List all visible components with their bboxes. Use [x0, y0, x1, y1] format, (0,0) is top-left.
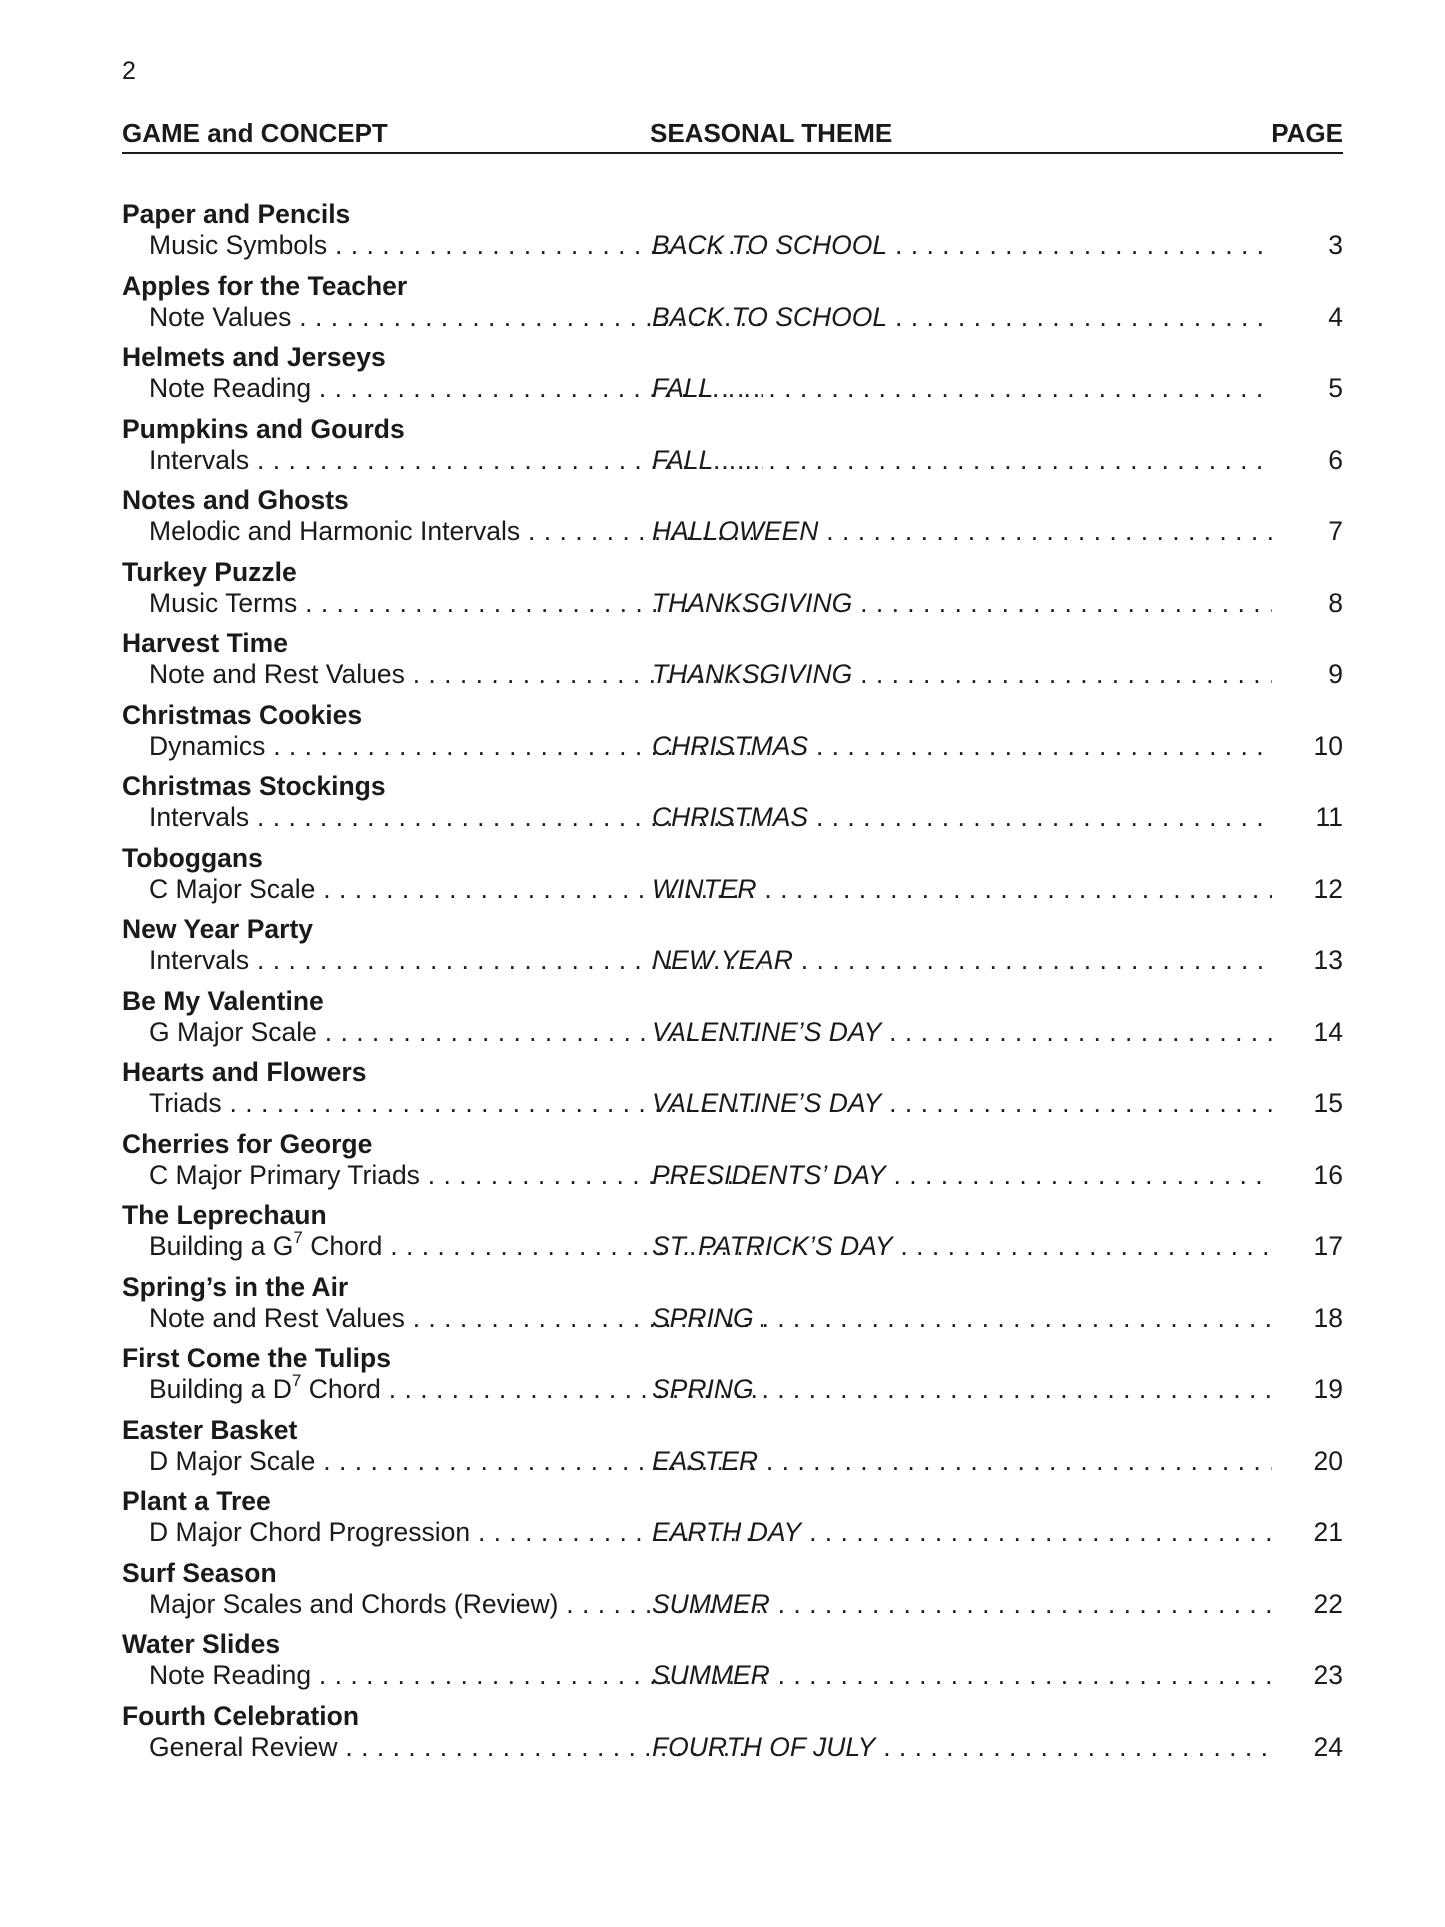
seasonal-theme: EARTH DAY: [652, 1517, 802, 1547]
game-title: The Leprechaun: [122, 1200, 327, 1230]
toc-line: [122, 1159, 1343, 1191]
concept-label: [149, 1660, 311, 1690]
concept-label: [149, 516, 520, 546]
concept-label: [149, 1231, 382, 1261]
theme-leader: [652, 1588, 1272, 1620]
game-title: Christmas Cookies: [122, 699, 363, 730]
game-title: Pumpkins and Gourds: [122, 413, 405, 444]
table-of-contents: [122, 198, 1343, 1771]
theme-leader: [652, 873, 1272, 905]
concept-text: Building a D: [149, 1374, 292, 1404]
toc-entry: [122, 1557, 1343, 1629]
chord-superscript: 7: [293, 1230, 303, 1248]
seasonal-theme: VALENTINE’S DAY: [652, 1016, 882, 1047]
toc-line: [122, 1516, 1343, 1548]
concept-label: [149, 230, 327, 260]
toc-line: [122, 1588, 1343, 1620]
page-ref: 17: [1310, 1230, 1343, 1262]
seasonal-theme: FALL: [652, 444, 714, 475]
seasonal-theme: SPRING: [652, 1302, 754, 1333]
concept-text: General Review: [149, 1731, 338, 1762]
concept-text: C Major Scale: [149, 873, 316, 904]
page-ref: 12: [1310, 873, 1343, 905]
theme-leader: [652, 730, 1272, 762]
toc-entry: [122, 1128, 1343, 1200]
toc-line: [122, 515, 1343, 547]
toc-entry: [122, 198, 1343, 270]
toc-line: [122, 658, 1343, 690]
page-ref: 16: [1310, 1159, 1343, 1191]
seasonal-theme: WINTER: [652, 873, 757, 904]
toc-header: [122, 118, 1343, 154]
game-title: Fourth Celebration: [122, 1700, 360, 1731]
seasonal-theme: HALLOWEEN: [652, 516, 819, 546]
seasonal-theme: BACK TO SCHOOL: [652, 301, 888, 332]
toc-line: [122, 1659, 1343, 1691]
toc-entry: [122, 1700, 1343, 1772]
page-ref: 4: [1324, 301, 1343, 333]
toc-entry: [122, 1342, 1343, 1414]
toc-entry: [122, 484, 1343, 556]
concept-label: [149, 659, 405, 689]
seasonal-theme: SUMMER: [652, 1660, 770, 1690]
page-ref: 3: [1324, 229, 1343, 261]
game-title: Spring’s in the Air: [122, 1271, 349, 1302]
page-ref: 22: [1310, 1588, 1343, 1620]
concept-label: [149, 945, 249, 975]
toc-entry: [122, 1271, 1343, 1343]
toc-entry: [122, 1199, 1343, 1271]
concept-text: Melodic and Harmonic Intervals: [149, 516, 521, 546]
game-title: Surf Season: [122, 1557, 277, 1588]
header-game-concept: GAME and CONCEPT: [122, 118, 388, 148]
concept-text: C Major Primary Triads: [149, 1159, 420, 1190]
concept-text: Note and Rest Values: [149, 1302, 405, 1333]
toc-entry: [122, 627, 1343, 699]
page-ref: 6: [1324, 444, 1343, 476]
page-ref: 8: [1324, 587, 1343, 619]
concept-text: Music Terms: [149, 587, 298, 618]
theme-leader: [652, 587, 1272, 619]
game-title: New Year Party: [122, 914, 314, 944]
game-title: Water Slides: [122, 1629, 281, 1659]
toc-entry: [122, 270, 1343, 342]
page-ref: 20: [1310, 1445, 1343, 1477]
page-ref: 21: [1310, 1516, 1343, 1548]
concept-label: [149, 731, 265, 761]
game-title: Easter Basket: [122, 1414, 298, 1445]
concept-label: [149, 1446, 315, 1476]
concept-text: Dynamics: [149, 730, 266, 761]
toc-entry: [122, 341, 1343, 413]
toc-line: [122, 1731, 1343, 1763]
concept-text: Intervals: [149, 945, 250, 975]
concept-label: [149, 1160, 420, 1190]
chord-superscript: 7: [291, 1373, 302, 1391]
toc-line: [122, 301, 1343, 333]
concept-suffix: Chord: [301, 1374, 381, 1404]
concept-label: [149, 1017, 317, 1047]
seasonal-theme: CHRISTMAS: [652, 802, 809, 832]
page-ref: 23: [1310, 1659, 1343, 1691]
seasonal-theme: CHRISTMAS: [652, 730, 809, 761]
concept-text: Triads: [149, 1088, 222, 1118]
theme-leader: [652, 1731, 1272, 1763]
toc-entry: [122, 985, 1343, 1057]
concept-suffix: Chord: [302, 1231, 383, 1261]
theme-leader: [652, 515, 1272, 547]
game-title: Harvest Time: [122, 628, 288, 658]
game-title: Paper and Pencils: [122, 199, 351, 229]
page-ref: 19: [1310, 1373, 1343, 1405]
toc-line: [122, 372, 1343, 404]
toc-line: [122, 587, 1343, 619]
game-title: Toboggans: [122, 842, 263, 873]
page-ref: 10: [1310, 730, 1343, 762]
toc-line: [122, 1230, 1343, 1262]
toc-line: [122, 801, 1343, 833]
header-seasonal-theme: SEASONAL THEME: [650, 118, 893, 148]
theme-leader: [652, 301, 1272, 333]
theme-leader: [652, 1230, 1272, 1262]
toc-line: [122, 873, 1343, 905]
page-ref: 14: [1310, 1016, 1343, 1048]
concept-label: [149, 1732, 338, 1762]
concept-text: Note Reading: [149, 373, 312, 403]
seasonal-theme: THANKSGIVING: [652, 659, 853, 689]
seasonal-theme: THANKSGIVING: [652, 587, 853, 618]
seasonal-theme: NEW YEAR: [652, 945, 793, 975]
concept-label: [149, 445, 249, 475]
page-ref: 18: [1310, 1302, 1343, 1334]
page-ref: 9: [1324, 658, 1343, 690]
theme-leader: [652, 372, 1272, 404]
page-ref: 5: [1324, 372, 1343, 404]
theme-leader: [652, 1159, 1272, 1191]
toc-entry: [122, 699, 1343, 771]
concept-label: [149, 1088, 222, 1118]
toc-line: [122, 1016, 1343, 1048]
concept-text: Note Values: [149, 301, 292, 332]
toc-line: [122, 1087, 1343, 1119]
seasonal-theme: SPRING: [652, 1374, 754, 1404]
seasonal-theme: EASTER: [652, 1445, 759, 1476]
concept-label: [149, 1303, 405, 1333]
game-title: Notes and Ghosts: [122, 485, 349, 515]
game-title: Helmets and Jerseys: [122, 342, 386, 372]
toc-line: [122, 1302, 1343, 1334]
concept-label: [149, 874, 315, 904]
toc-entry: [122, 1628, 1343, 1700]
concept-text: G Major Scale: [149, 1016, 317, 1047]
theme-leader: [652, 229, 1272, 261]
game-title: Cherries for George: [122, 1128, 373, 1159]
game-title: Hearts and Flowers: [122, 1057, 367, 1087]
concept-label: [149, 373, 311, 403]
concept-label: [149, 302, 291, 332]
toc-entry: [122, 556, 1343, 628]
toc-line: [122, 229, 1343, 261]
seasonal-theme: FOURTH OF JULY: [652, 1731, 876, 1762]
toc-entry: [122, 1056, 1343, 1128]
toc-entry: [122, 842, 1343, 914]
concept-label: [149, 1517, 470, 1547]
game-title: Plant a Tree: [122, 1486, 271, 1516]
concept-label: [149, 1589, 558, 1619]
toc-entry: [122, 1414, 1343, 1486]
theme-leader: [652, 1659, 1272, 1691]
theme-leader: [652, 658, 1272, 690]
theme-leader: [652, 801, 1272, 833]
seasonal-theme: ST. PATRICK’S DAY: [652, 1231, 893, 1261]
theme-leader: [652, 444, 1272, 476]
page-number: 2: [122, 57, 136, 85]
toc-line: [122, 1445, 1343, 1477]
concept-text: Major Scales and Chords (Review): [149, 1588, 559, 1619]
toc-entry: [122, 770, 1343, 842]
game-title: Turkey Puzzle: [122, 556, 297, 587]
theme-leader: [652, 1445, 1272, 1477]
theme-leader: [652, 1516, 1272, 1548]
page-ref: 7: [1324, 515, 1343, 547]
concept-text: Note Reading: [149, 1660, 312, 1690]
header-page: PAGE: [1271, 118, 1343, 148]
theme-leader: [652, 944, 1272, 976]
concept-text: D Major Scale: [149, 1445, 316, 1476]
seasonal-theme: FALL: [652, 373, 714, 403]
game-title: Be My Valentine: [122, 985, 324, 1016]
concept-label: [149, 588, 297, 618]
game-title: First Come the Tulips: [122, 1343, 391, 1373]
seasonal-theme: BACK TO SCHOOL: [652, 230, 888, 260]
concept-label: [149, 802, 249, 832]
toc-line: [122, 444, 1343, 476]
game-title: Apples for the Teacher: [122, 270, 408, 301]
concept-text: D Major Chord Progression: [149, 1517, 471, 1547]
toc-entry: [122, 1485, 1343, 1557]
seasonal-theme: SUMMER: [652, 1588, 770, 1619]
toc-line: [122, 1373, 1343, 1405]
page-ref: 15: [1310, 1087, 1343, 1119]
concept-text: Intervals: [149, 802, 250, 832]
toc-entry: [122, 413, 1343, 485]
seasonal-theme: VALENTINE’S DAY: [652, 1088, 882, 1118]
theme-leader: [652, 1373, 1272, 1405]
theme-leader: [652, 1087, 1272, 1119]
page-ref: 24: [1310, 1731, 1343, 1763]
theme-leader: [652, 1302, 1272, 1334]
page-ref: 13: [1310, 944, 1343, 976]
concept-label: [149, 1374, 381, 1404]
seasonal-theme: PRESIDENTS’ DAY: [652, 1159, 886, 1190]
concept-text: Music Symbols: [149, 230, 328, 260]
game-title: Christmas Stockings: [122, 771, 386, 801]
concept-text: Intervals: [149, 444, 250, 475]
toc-entry: [122, 913, 1343, 985]
theme-leader: [652, 1016, 1272, 1048]
concept-text: Building a G: [149, 1231, 294, 1261]
toc-line: [122, 730, 1343, 762]
toc-line: [122, 944, 1343, 976]
page-ref: 11: [1311, 801, 1343, 833]
concept-text: Note and Rest Values: [149, 659, 405, 689]
